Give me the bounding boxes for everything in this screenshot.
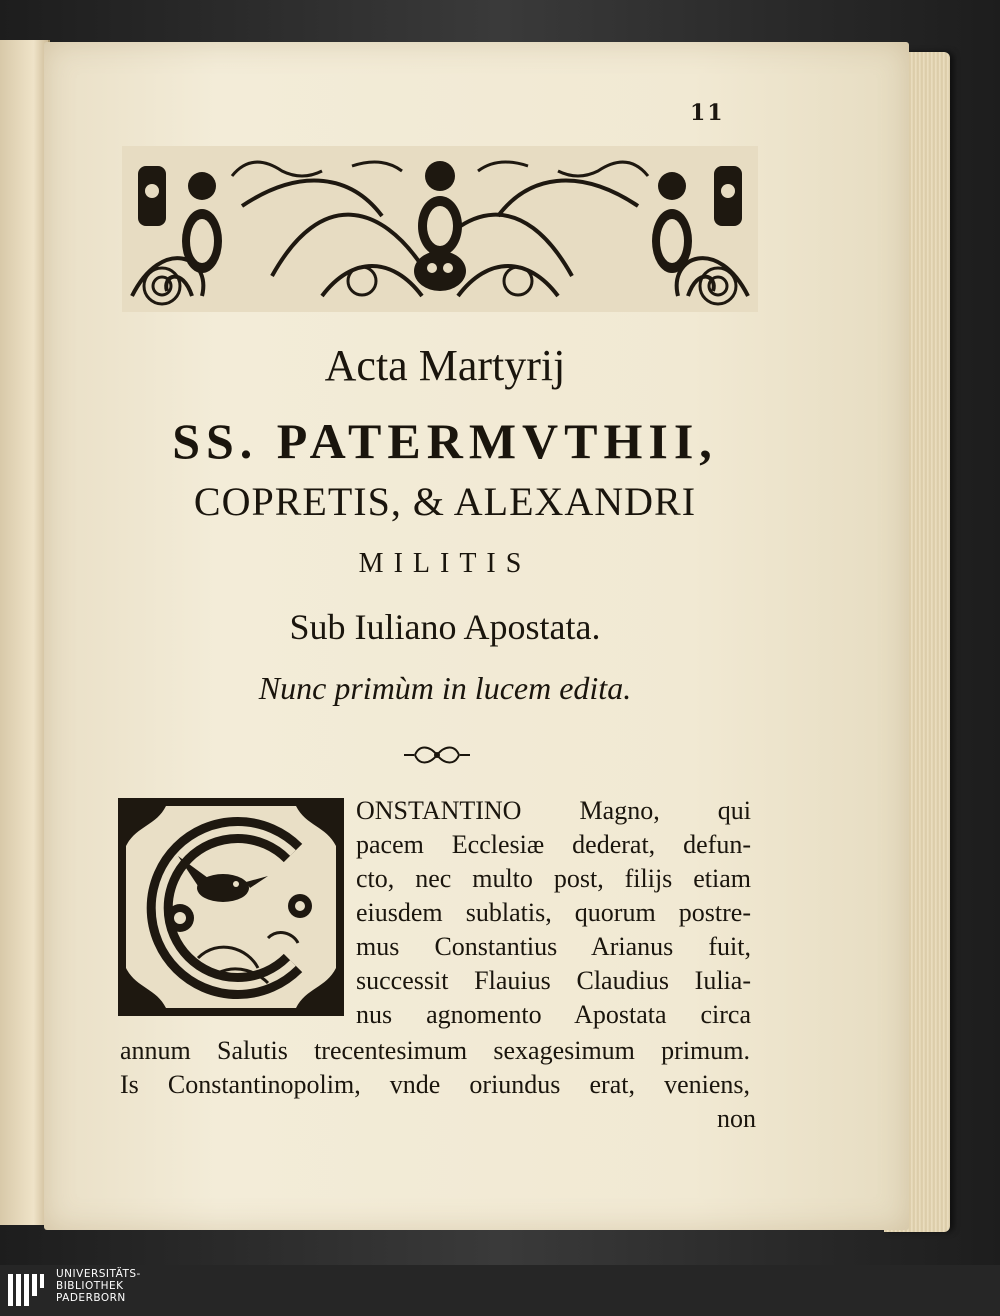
library-logo-icon xyxy=(6,1270,46,1310)
left-page-edge xyxy=(0,40,50,1225)
title-acta: Acta Martyrij xyxy=(324,341,566,390)
text-line-7: nus agnomento Apostata circa xyxy=(356,1000,751,1029)
footer-bar xyxy=(0,1265,1000,1316)
text-line-8: annum Salutis trecentesimum sexagesimum primum. xyxy=(120,1036,750,1065)
text-line-4: eiusdem sublatis, quorum postre- xyxy=(356,898,751,927)
logo-text-line-2: BIBLIOTHEK xyxy=(56,1280,124,1292)
logo-text-line-3: PADERBORN xyxy=(56,1292,126,1304)
library-logo-text xyxy=(56,1268,141,1304)
page-number: 11 xyxy=(690,100,725,126)
title-sub-iuliano: Sub Iuliano Apostata. xyxy=(289,607,601,647)
text-line-1: ONSTANTINO Magno, qui xyxy=(356,796,751,825)
title-nunc-primum: Nunc primùm in lucem edita. xyxy=(258,670,632,706)
text-line-9: Is Constantinopolim, vnde oriundus erat, veniens, xyxy=(120,1070,750,1099)
text-line-5: mus Constantius Arianus fuit, xyxy=(356,932,751,961)
title-militis: MILITIS xyxy=(358,548,532,579)
title-saints: SS. PATERMVTHII, xyxy=(172,413,718,469)
logo-text-line-1: UNIVERSITÄTS- xyxy=(56,1268,141,1280)
text-line-3: cto, nec multo post, filijs etiam xyxy=(356,864,751,893)
decorated-initial-c-icon xyxy=(118,798,344,1016)
fleuron-ornament xyxy=(402,742,472,768)
woodcut-headpiece xyxy=(122,146,758,312)
catchword: non xyxy=(717,1104,756,1133)
text-line-2: pacem Ecclesiæ dederat, defun- xyxy=(356,830,751,859)
title-names: COPRETIS, & ALEXANDRI xyxy=(193,479,697,524)
text-line-6: successit Flauius Claudius Iulia- xyxy=(356,966,751,995)
